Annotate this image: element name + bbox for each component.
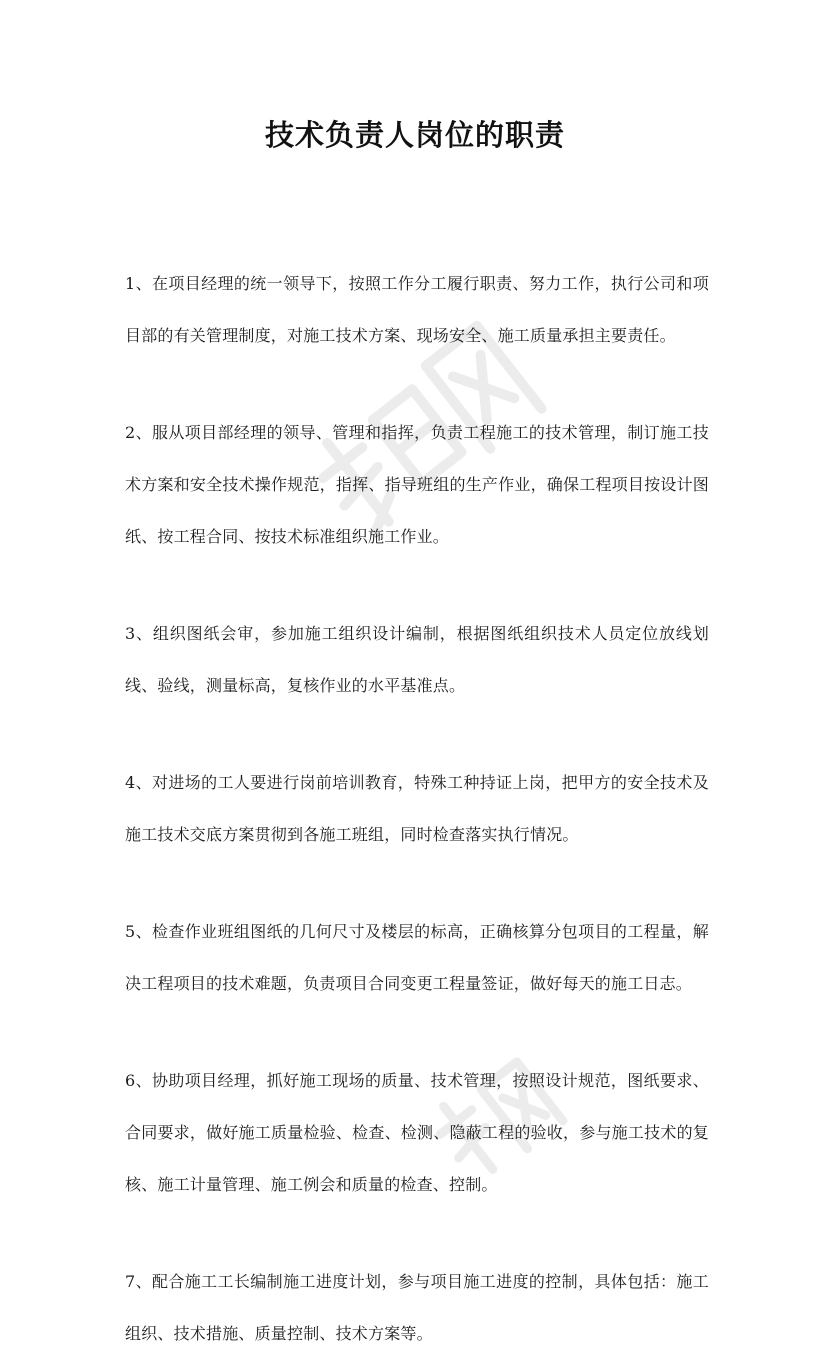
document-title: 技术负责人岗位的职责 xyxy=(264,118,565,152)
duty-paragraph-4: 4、对进场的工人要进行岗前培训教育，特殊工种持证上岗，把甲方的安全技术及施工技术交底方案贯彻到各施工班组，同时检查落实执行情况。 xyxy=(125,773,709,844)
duty-paragraph-3: 3、组织图纸会审，参加施工组织设计编制，根据图纸组织技术人员定位放线划线、验线，测量标高，复核作业的水平基准点。 xyxy=(125,624,709,695)
document-body xyxy=(125,258,709,1360)
duty-paragraph-5: 5、检查作业班组图纸的几何尺寸及楼层的标高，正确核算分包项目的工程量，解决工程项目的技术难题，负责项目合同变更工程量签证，做好每天的施工日志。 xyxy=(125,922,709,993)
duty-paragraph-7: 7、配合施工工长编制施工进度计划，参与项目施工进度的控制，具体包括：施工组织、技术措施、质量控制、技术方案等。 xyxy=(125,1272,709,1343)
duty-paragraph-6: 6、协助项目经理，抓好施工现场的质量、技术管理，按照设计规范，图纸要求、合同要求，做好施工质量检验、检查、检测、隐蔽工程的验收，参与施工技术的复核、施工计量管理、施工例会和质量的检查、控制。 xyxy=(125,1071,709,1194)
duty-paragraph-2: 2、服从项目部经理的领导、管理和指挥，负责工程施工的技术管理，制订施工技术方案和安全技术操作规范，指挥、指导班组的生产作业，确保工程项目按设计图纸、按工程合同、按技术标准组织施工作业。 xyxy=(125,423,709,546)
duty-paragraph-1: 1、在项目经理的统一领导下，按照工作分工履行职责、努力工作，执行公司和项目部的有关管理制度，对施工技术方案、现场安全、施工质量承担主要责任。 xyxy=(125,274,709,345)
